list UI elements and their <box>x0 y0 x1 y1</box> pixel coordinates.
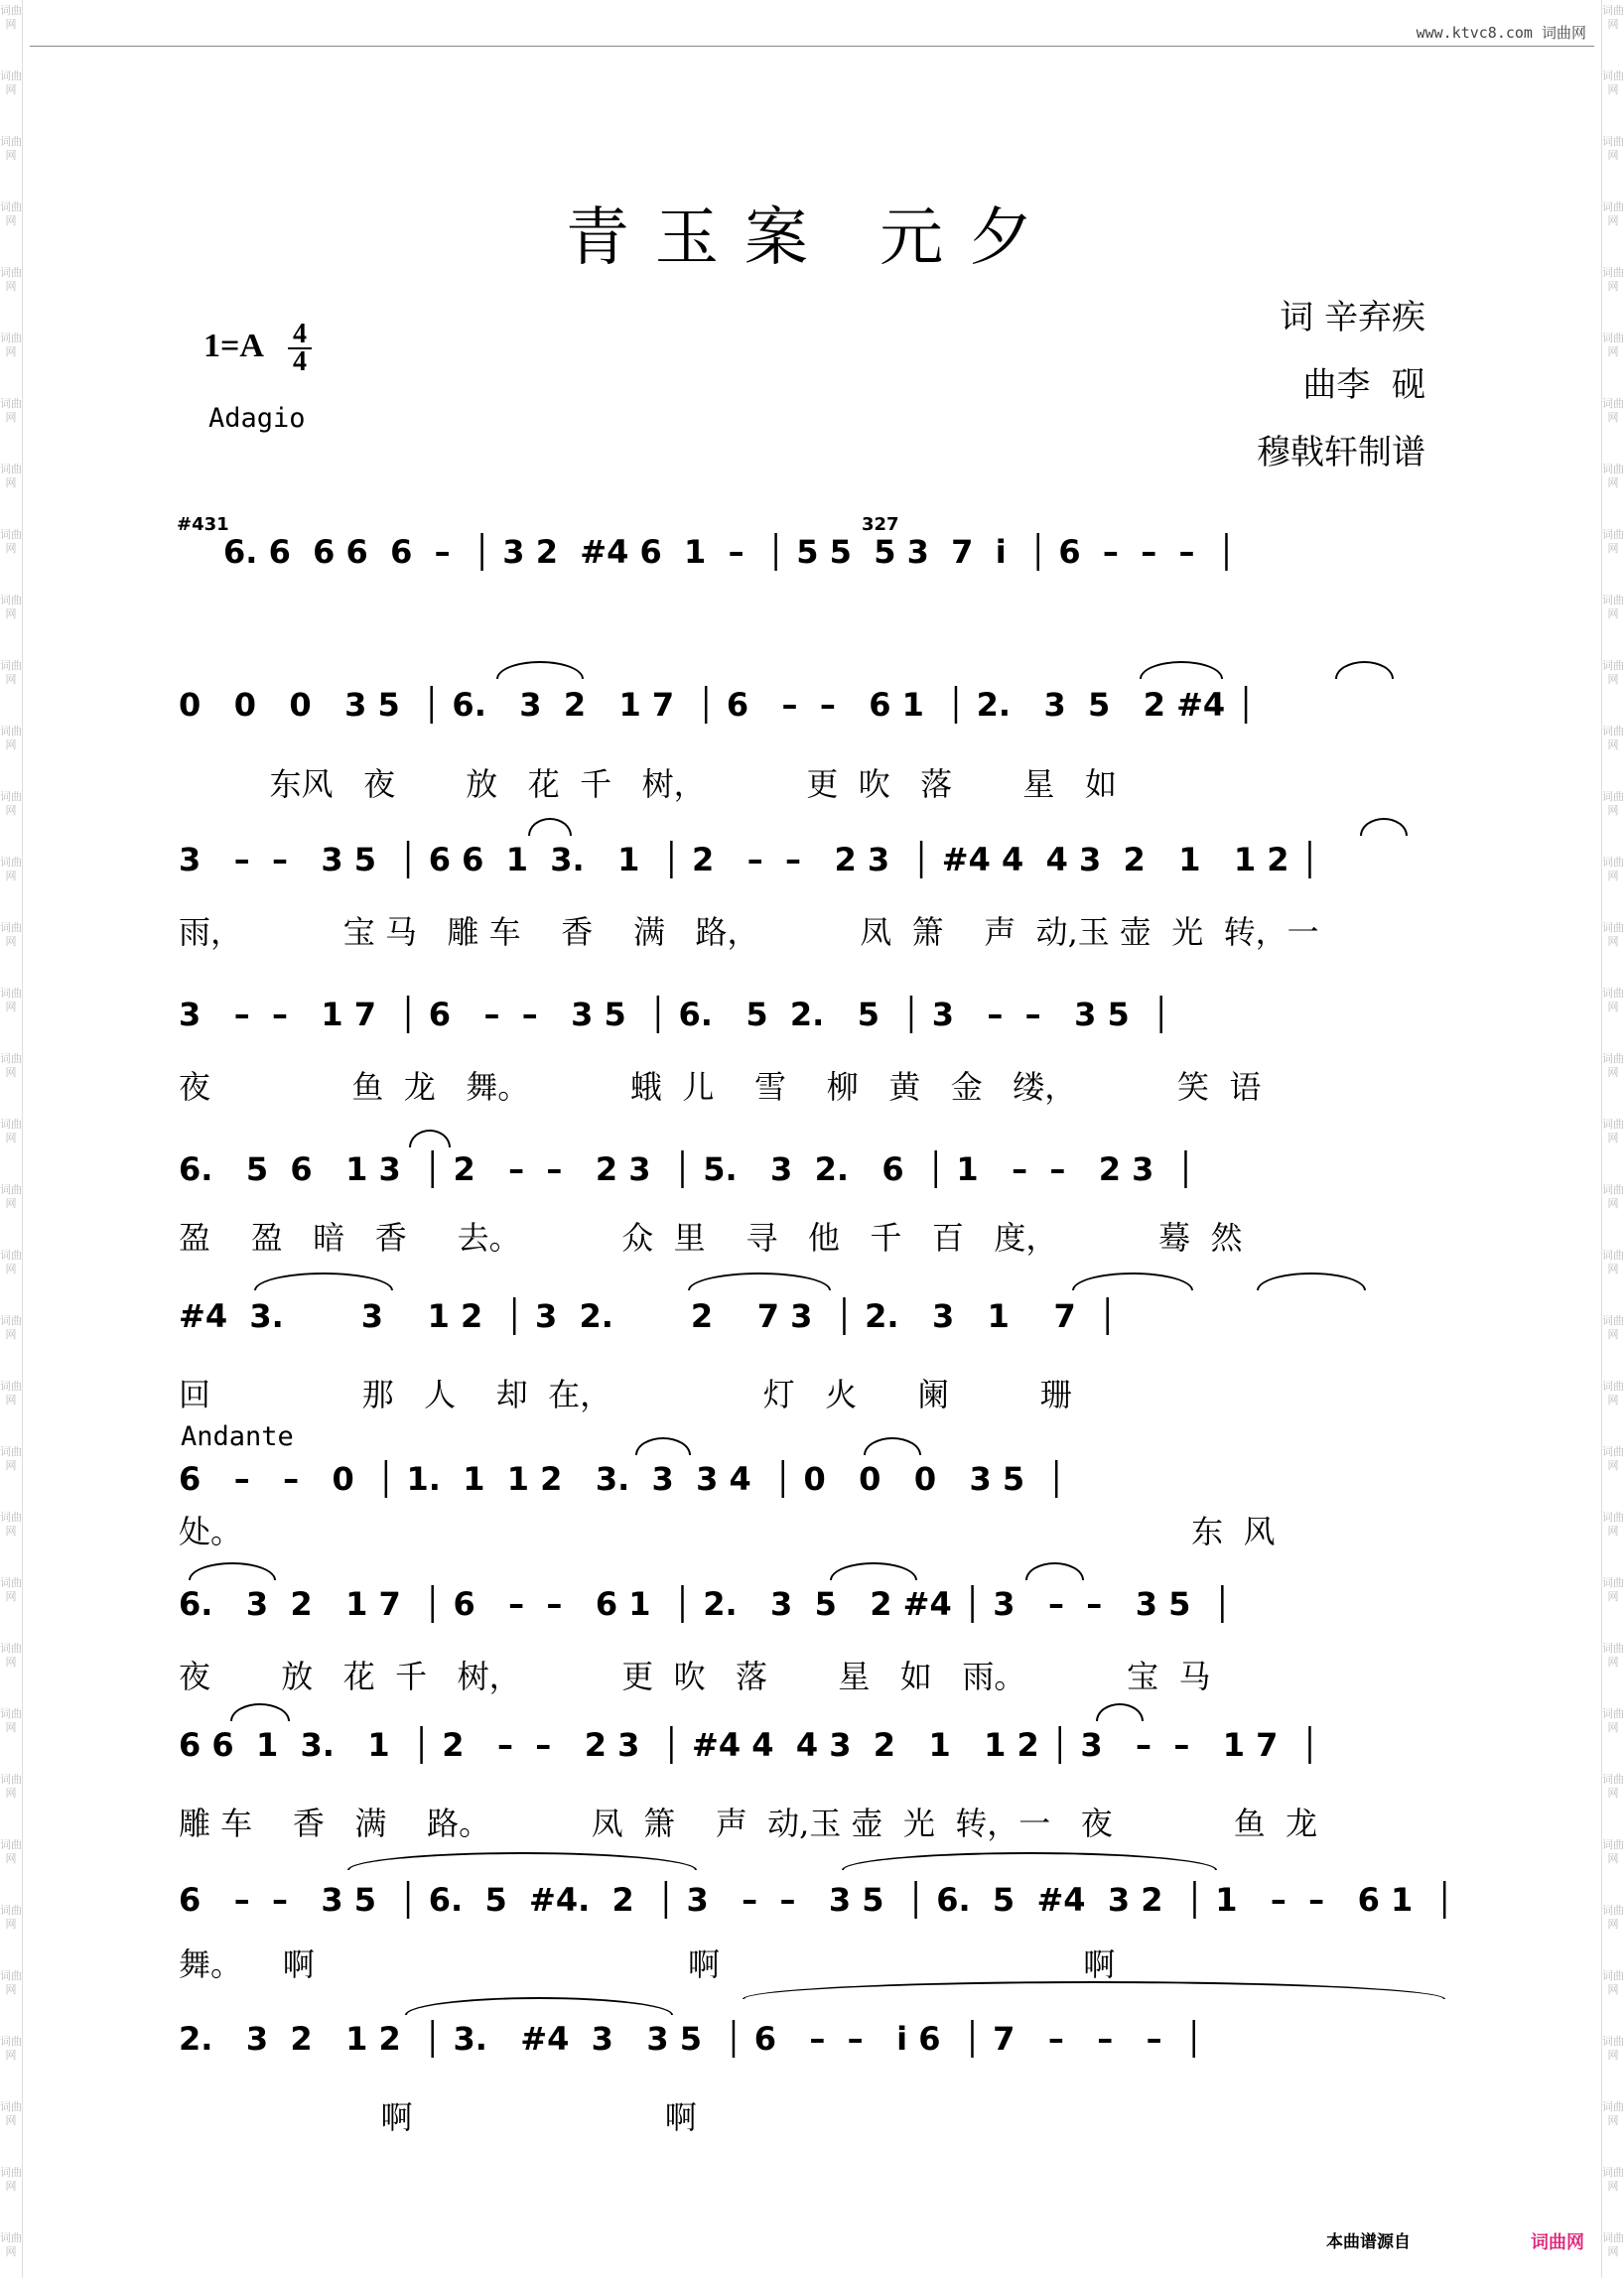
system-9-notes: 6 – – 3 5 │ 6. 5 #4. 2 │ 3 – – 3 5 │ 6. 5 #4 3 2 │ 1 – – 6 1 │ <box>179 1881 1454 1919</box>
slur <box>830 1562 917 1580</box>
slur <box>1025 1562 1084 1580</box>
slur <box>1096 1703 1144 1721</box>
slur <box>409 1130 451 1147</box>
slur <box>528 818 572 836</box>
intro-notation: 6. 6 6 6 6 – │ 3 2 #4 6 1 – │ 5 5 5 3 7 i │ 6 – – – │ <box>223 533 1237 571</box>
grace-note-2: 327 <box>862 514 899 535</box>
slur <box>1335 661 1394 679</box>
slur <box>254 1273 393 1290</box>
site-logo[interactable]: 词曲网 <box>1531 2232 1584 2253</box>
slur <box>405 1997 673 2015</box>
system-9-lyrics: 舞。 啊 啊 啊 <box>179 1945 1116 1983</box>
tempo-andante: Andante <box>181 1421 294 1452</box>
grace-note-1: #431 <box>177 514 229 535</box>
system-7-notes: 6. 3 2 1 7 │ 6 – – 6 1 │ 2. 3 5 2 #4 │ 3 – – 3 5 │ <box>179 1585 1232 1623</box>
slur <box>1257 1273 1366 1290</box>
system-1-lyrics: 东风 夜 放 花 千 树， 更 吹 落 星 如 <box>179 765 1117 803</box>
system-6-lyrics: 处。 东 风 <box>179 1513 1276 1550</box>
song-title: 青玉案 元夕 <box>565 201 1059 275</box>
source-note: 本曲谱源自 <box>1326 2232 1411 2252</box>
system-3-lyrics: 夜 鱼 龙 舞。 蛾 儿 雪 柳 黄 金 缕， 笑 语 <box>179 1068 1262 1106</box>
system-7-lyrics: 夜 放 花 千 树， 更 吹 落 星 如 雨。 宝 马 <box>179 1658 1211 1695</box>
slur <box>347 1852 697 1870</box>
lyricist-credit: 词 辛弃疾 <box>1280 298 1425 337</box>
tempo-adagio: Adagio <box>208 403 306 434</box>
slur <box>1360 818 1408 836</box>
left-watermark-strip: 词曲网 词曲网 词曲网 词曲网 词曲网 词曲网 词曲网 词曲网 词曲网 词曲网 词曲网 词曲网 词曲网 词曲网 词曲网 词曲网 词曲网 词曲网 词曲网 词曲网 词曲网 词曲网 词曲网 词曲网 词曲网 词曲网 词曲网 词曲网 词曲网 词曲网 词曲网 词曲网 词曲网 词曲网 词曲网 <box>0 0 23 2278</box>
system-4-notes: 6. 5 6 1 3 │ 2 – – 2 3 │ 5. 3 2. 6 │ 1 – – 2 3 │ <box>179 1150 1195 1188</box>
system-10-notes: 2. 3 2 1 2 │ 3. #4 3 3 5 │ 6 – – i 6 │ 7 – – – │ <box>179 2020 1204 2058</box>
system-1-notes: 0 0 0 3 5 │ 6. 3 2 1 7 │ 6 – – 6 1 │ 2. 3 5 2 #4 │ <box>179 686 1256 724</box>
system-2-lyrics: 雨， 宝 马 雕 车 香 满 路， 凤 箫 声 动,玉 壶 光 转，一 <box>179 913 1319 951</box>
system-5-lyrics: 回 那 人 却 在， 灯 火 阑 珊 <box>179 1376 1072 1413</box>
key-signature: 1=A <box>203 328 264 364</box>
system-8-lyrics: 雕 车 香 满 路。 凤 箫 声 动,玉 壶 光 转，一 夜 鱼 龙 <box>179 1805 1318 1842</box>
slur <box>189 1562 276 1580</box>
system-6-notes: 6 – – 0 │ 1. 1 1 2 3. 3 3 4 │ 0 0 0 3 5 │ <box>179 1460 1066 1498</box>
system-8-notes: 6 6 1 3. 1 │ 2 – – 2 3 │ #4 4 4 3 2 1 1 2 │ 3 – – 1 7 │ <box>179 1726 1319 1764</box>
slur <box>688 1273 831 1290</box>
slur <box>635 1437 691 1455</box>
composer-credit: 曲李 砚 <box>1302 365 1425 405</box>
system-10-lyrics: 啊 啊 <box>179 2098 697 2136</box>
slur <box>842 1852 1217 1870</box>
slur <box>1072 1273 1193 1290</box>
site-url[interactable]: www.ktvc8.com 词曲网 <box>1416 24 1586 42</box>
slur <box>864 1437 921 1455</box>
system-3-notes: 3 – – 1 7 │ 6 – – 3 5 │ 6. 5 2. 5 │ 3 – – 3 5 │ <box>179 996 1171 1033</box>
slur <box>1140 661 1223 679</box>
system-5-notes: #4 3. 3 1 2 │ 3 2. 2 7 3 │ 2. 3 1 7 │ <box>179 1297 1118 1335</box>
system-2-notes: 3 – – 3 5 │ 6 6 1 3. 1 │ 2 – – 2 3 │ #4 4 4 3 2 1 1 2 │ <box>179 841 1319 878</box>
slur <box>230 1703 290 1721</box>
right-watermark-strip: 词曲网 词曲网 词曲网 词曲网 词曲网 词曲网 词曲网 词曲网 词曲网 词曲网 词曲网 词曲网 词曲网 词曲网 词曲网 词曲网 词曲网 词曲网 词曲网 词曲网 词曲网 词曲网 词曲网 词曲网 词曲网 词曲网 词曲网 词曲网 词曲网 词曲网 词曲网 词曲网 词曲网 词曲网 词曲网 <box>1601 0 1624 2278</box>
slur <box>496 661 584 679</box>
engraver-credit: 穆戟轩制谱 <box>1257 433 1425 472</box>
header-divider <box>30 46 1594 47</box>
system-4-lyrics: 盈 盈 暗 香 去。 众 里 寻 他 千 百 度， 蓦 然 <box>179 1219 1243 1257</box>
time-signature: 4 4 <box>288 322 312 375</box>
